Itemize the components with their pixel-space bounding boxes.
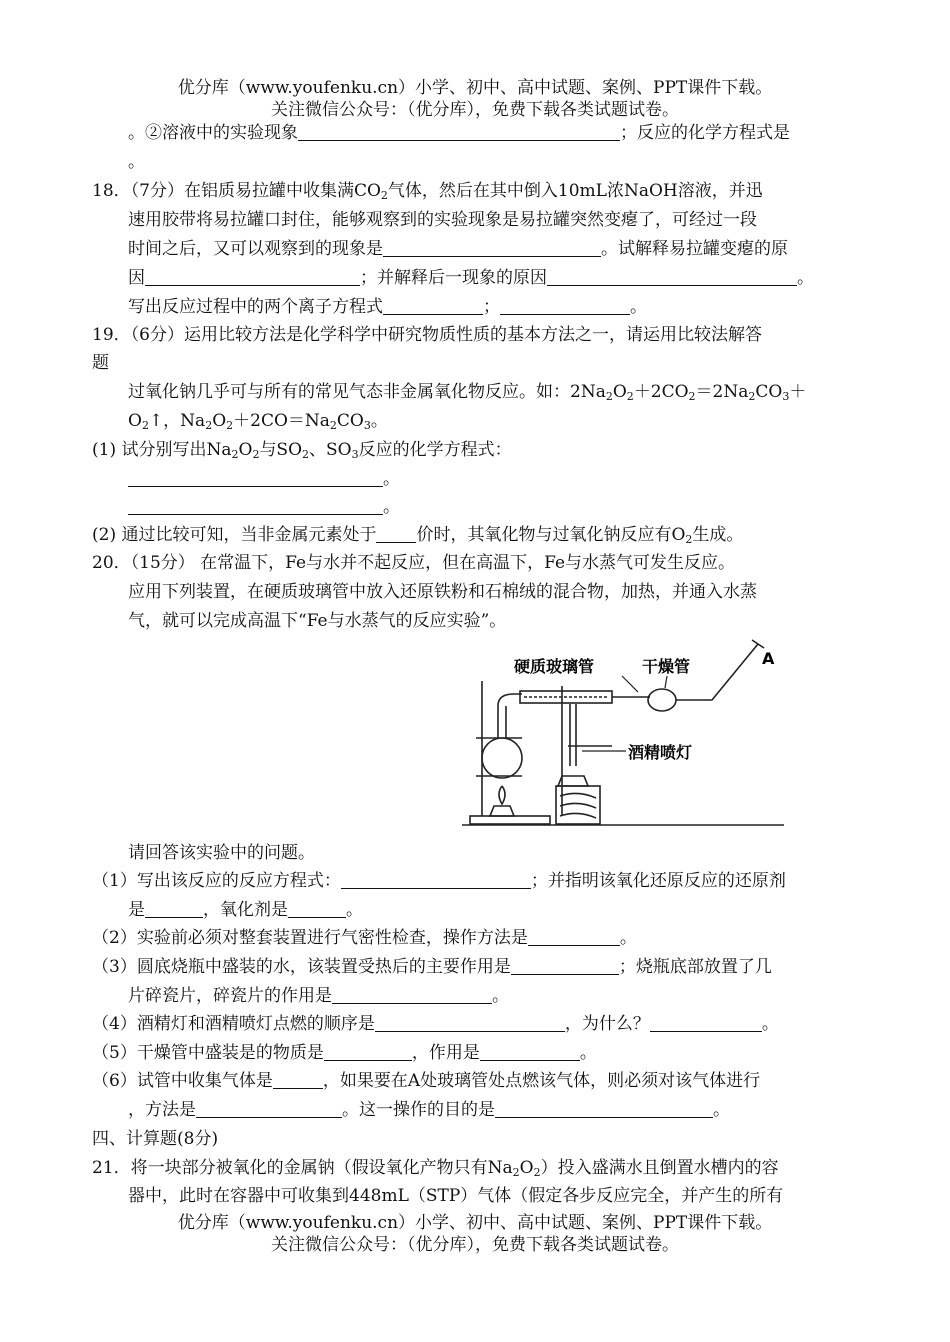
q19-line-4: $O_2↑$，$Na_2O_2+2CO=Na_2CO_3$。 xyxy=(128,411,388,432)
header-line-2: 关注微信公众号：（优分库），免费下载各类试题试卷。 xyxy=(271,100,679,120)
answer-blank[interactable] xyxy=(341,871,531,889)
answer-blank[interactable] xyxy=(383,239,601,257)
apparatus-figure xyxy=(462,636,784,829)
q18-line-3: 时间之后，又可以观察到的现象是 。试解释易拉罐变瘪的原 xyxy=(128,239,788,259)
q20-sub-5: （5）干燥管中盛装是的物质是 ，作用是 。 xyxy=(92,1043,597,1063)
q18-line-5: 写出反应过程中的两个离子方程式 ； 。 xyxy=(128,297,647,317)
label-drying-tube: 干燥管 xyxy=(642,657,691,676)
answer-blank[interactable] xyxy=(528,928,620,946)
q21-line-2: 器中，此时在容器中可收集到448mL（STP）气体（假定各步反应完全，并产生的所有 xyxy=(128,1186,784,1206)
q19-answer-line-2: 。 xyxy=(128,496,400,518)
q17-tail-end: 。 xyxy=(128,152,145,172)
q18-line-1: 18．（7分）在铝质易拉罐中收集满$CO_2$气体，然后在其中倒入10mL浓NaOH溶液，并迅 xyxy=(92,181,763,202)
answer-blank[interactable] xyxy=(500,297,630,315)
q19-part-1: (1) 试分别写出$Na_2O_2$与$SO_2$、$SO_3$反应的化学方程式： xyxy=(92,440,512,461)
label-spray-lamp: 酒精喷灯 xyxy=(628,743,693,762)
q20-sub-4: （4）酒精灯和酒精喷灯点燃的顺序是 ，为什么？ 。 xyxy=(92,1014,779,1034)
q19-part-2: (2) 通过比较可知，当非金属元素处于 价时，其氧化物与过氧化钠反应有$O_2$生成。 xyxy=(92,525,744,546)
answer-blank[interactable] xyxy=(480,1043,580,1061)
q19-line-3: 过氧化钠几乎可与所有的常见气态非金属氧化物反应。如：$2Na_2O_2+2CO_2=2Na_2CO_3+$ xyxy=(128,382,807,403)
answer-blank[interactable] xyxy=(383,297,483,315)
q20-sub-1: （1）写出该反应的反应方程式： ；并指明该氧化还原反应的还原剂 xyxy=(92,871,786,891)
answer-blank[interactable] xyxy=(145,900,203,918)
answer-blank[interactable] xyxy=(511,957,619,975)
q18-line-2: 速用胶带将易拉罐口封住，能够观察到的实验现象是易拉罐突然变瘪了，可经过一段 xyxy=(128,210,757,230)
answer-blank[interactable] xyxy=(547,268,797,286)
answer-blank[interactable] xyxy=(324,1043,412,1061)
q20-sub-1-cont: 是 ，氧化剂是 。 xyxy=(128,900,363,920)
header-line-1: 优分库（www.youfenku.cn）小学、初中、高中试题、案例、PPT课件下载。 xyxy=(177,78,773,98)
q20-sub-2: （2）实验前必须对整套装置进行气密性检查，操作方法是 。 xyxy=(92,928,637,948)
q19-line-2: 题 xyxy=(92,353,109,373)
answer-blank[interactable] xyxy=(128,469,383,487)
q19-answer-line-1: 。 xyxy=(128,468,400,490)
label-a: A xyxy=(762,649,775,668)
answer-blank[interactable] xyxy=(128,497,383,515)
q20-ask: 请回答该实验中的问题。 xyxy=(128,843,315,863)
footer-line-1: 优分库（www.youfenku.cn）小学、初中、高中试题、案例、PPT课件下载。 xyxy=(177,1213,773,1233)
answer-blank[interactable] xyxy=(375,1014,565,1032)
footer-line-2: 关注微信公众号：（优分库），免费下载各类试题试卷。 xyxy=(271,1235,679,1255)
answer-blank[interactable] xyxy=(332,986,492,1004)
answer-blank[interactable] xyxy=(495,1100,713,1118)
q18-line-4: 因 ；并解释后一现象的原因 。 xyxy=(128,268,814,288)
answer-blank[interactable] xyxy=(376,525,416,543)
section-4-title: 四、计算题(8分) xyxy=(92,1129,219,1149)
label-glass-tube: 硬质玻璃管 xyxy=(514,657,595,676)
answer-blank[interactable] xyxy=(298,123,620,141)
q20-line-3: 气，就可以完成高温下“Fe与水蒸气的反应实验”。 xyxy=(128,611,507,631)
q20-sub-6: （6）试管中收集气体是 ，如果要在A处玻璃管处点燃该气体，则必须对该气体进行 xyxy=(92,1071,761,1091)
answer-blank[interactable] xyxy=(650,1014,762,1032)
q20-sub-3-cont: 片碎瓷片，碎瓷片的作用是 。 xyxy=(128,986,509,1006)
answer-blank[interactable] xyxy=(196,1100,342,1118)
q20-sub-3: （3）圆底烧瓶中盛装的水，该装置受热后的主要作用是 ；烧瓶底部放置了几 xyxy=(92,957,772,977)
q20-line-2: 应用下列装置，在硬质玻璃管中放入还原铁粉和石棉绒的混合物，加热，并通入水蒸 xyxy=(128,582,757,602)
q20-line-1: 20．（15分） 在常温下，Fe与水并不起反应，但在高温下，Fe与水蒸气可发生反应。 xyxy=(92,553,736,573)
q21-line-1: 21．将一块部分被氧化的金属钠（假设氧化产物只有$Na_2O_2$）投入盛满水且倒置水槽内的容 xyxy=(92,1158,779,1179)
q19-line-1: 19．（6分）运用比较方法是化学科学中研究物质性质的基本方法之一，请运用比较法解答 xyxy=(92,325,762,345)
q20-sub-6-cont: ，方法是 。这一操作的目的是 。 xyxy=(128,1100,730,1120)
answer-blank[interactable] xyxy=(273,1071,323,1089)
q17-tail-line: 。②溶液中的实验现象 ；反应的化学方程式是 xyxy=(128,123,790,143)
answer-blank[interactable] xyxy=(145,268,360,286)
answer-blank[interactable] xyxy=(288,900,346,918)
